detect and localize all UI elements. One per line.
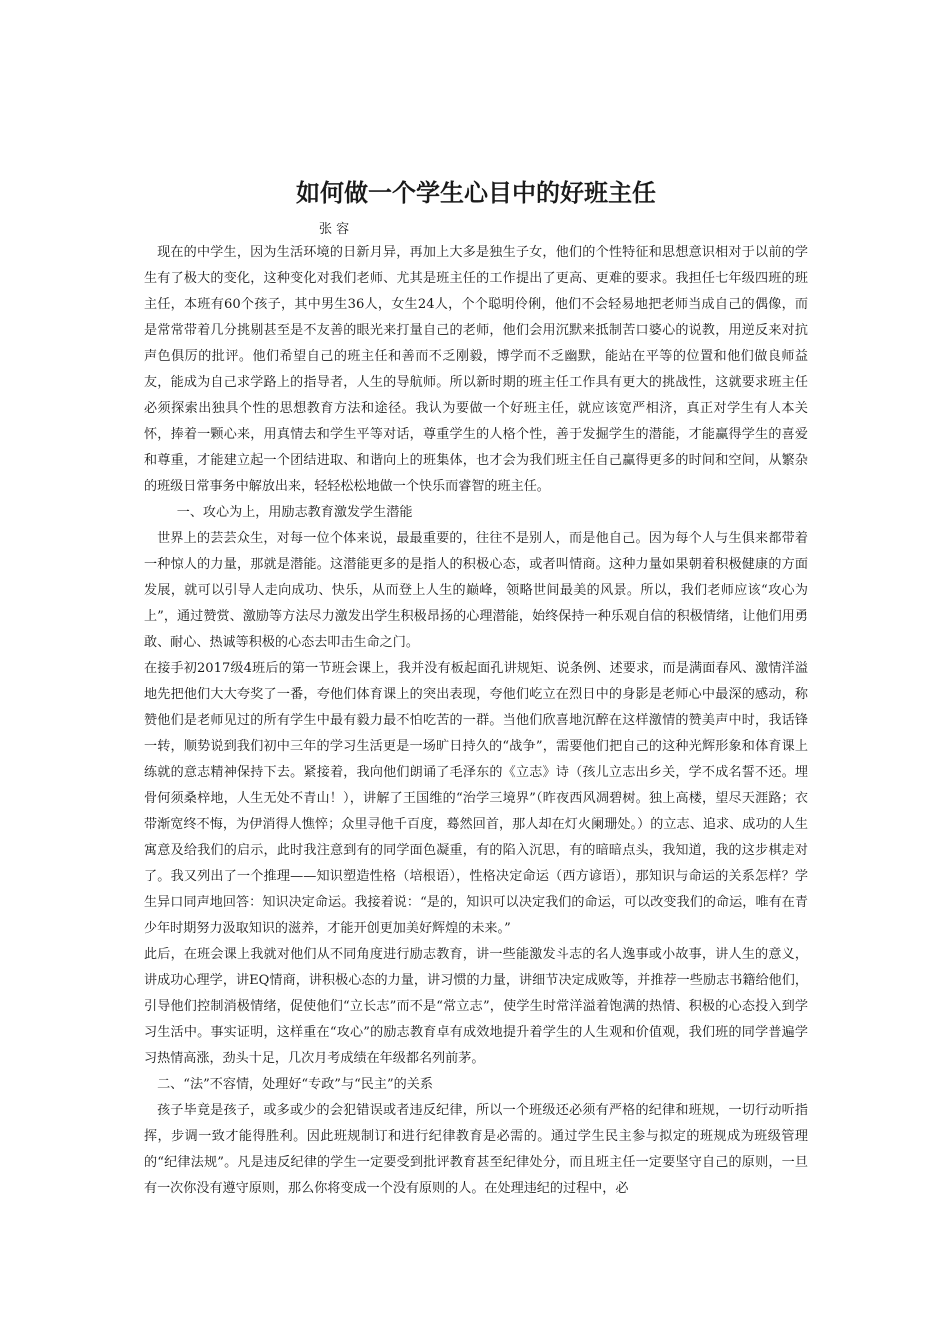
paragraph-motivation: 此后，在班会课上我就对他们从不同角度进行励志教育，讲一些能激发斗志的名人逸事或小故事，讲人生的意义，讲成功心理学，讲EQ情商，讲积极心态的力量，讲习惯的力量，讲细节决定成败等，并推荐一些励志书籍给他们，引导他们控制消极情绪，促使他们“立长志”而不是“常立志”，使学生时常洋溢着饱满的热情、积极的心态投入到学习生活中。事实证明，这样重在“攻心”的励志教育卓有成效地提升着学生的人生观和价值观，我们班的同学普遍学习热情高涨，劲头十足，几次月考成绩在年级都名列前茅。 [144,947,808,1066]
paragraph-discipline: 孩子毕竟是孩子，或多或少的会犯错误或者违反纪律，所以一个班级还必须有严格的纪律和班规，一切行动听指挥，步调一致才能得胜利。因此班规制订和进行纪律教育是必需的。通过学生民主参与拟定的班规成为班级管理的“纪律法规”。凡是违反纪律的学生一定要受到批评教育甚至纪律处分，而且班主任一定要坚守自己的原则，一旦有一次你没有遵守原则，那么你将变成一个没有原则的人。在处理违纪的过程中，必 [144,1103,808,1196]
paragraph-potential: 世界上的芸芸众生，对每一位个体来说，最最重要的，往往不是别人，而是他自己。因为每个人与生俱来都带着一种惊人的力量，那就是潜能。这潜能更多的是指人的积极心态，或者叫情商。这种力量如果朝着积极健康的方面发展，就可以引导人走向成功、快乐，从而登上人生的巅峰，领略世间最美的风景。所以，我们老师应该“攻心为上”，通过赞赏、激励等方法尽力激发出学生积极昂扬的心理潜能，始终保持一种乐观自信的积极情绪，让他们用勇敢、耐心、热诚等积极的心态去叩击生命之门。 [144,531,808,650]
document-title: 如何做一个学生心目中的好班主任 [296,179,656,207]
paragraph-class-meeting: 在接手初2017级4班后的第一节班会课上，我并没有板起面孔讲规矩、说条例、述要求，而是满面春风、激情洋溢地先把他们大大夸奖了一番，夸他们体育课上的突出表现，夸他们屹立在烈日中的身影是老师心中最深的感动，称赞他们是老师见过的所有学生中最有毅力最不怕吃苦的一群。当他们欣喜地沉醉在这样激情的赞美声中时，我话锋一转，顺势说到我们初中三年的学习生活更是一场旷日持久的“战争”，需要他们把自己的这种光辉形象和体育课上练就的意志精神保持下去。紧接着，我向他们朗诵了毛泽东的《立志》诗（孩儿立志出乡关，学不成名誓不还。埋骨何须桑梓地，人生无处不青山！），讲解了王国维的“治学三境界”（昨夜西风凋碧树。独上高楼，望尽天涯路；衣带渐宽终不悔，为伊消得人憔悴；众里寻他千百度，蓦然回首，那人却在灯火阑珊处。）的立志、追求、成功的人生寓意及给我们的启示，此时我注意到有的同学面色凝重，有的陷入沉思，有的暗暗点头，我知道，我的这步棋走对了。我又列出了一个推理——知识塑造性格（培根语），性格决定命运（西方谚语），那知识与命运的关系怎样？学生异口同声地回答：知识决定命运。我接着说：“是的，知识可以决定我们的命运，可以改变我们的命运，唯有在青少年时期努力汲取知识的滋养，才能开创更加美好辉煌的未来。” [144,661,808,936]
section-heading-2: 二、“法”不容情，处理好“专政”与“民主”的关系 [157,1077,433,1092]
author-name: 张 容 [319,222,350,237]
section-heading-1: 一、攻心为上，用励志教育激发学生潜能 [176,505,413,520]
paragraph-intro: 现在的中学生，因为生活环境的日新月异，再加上大多是独生子女，他们的个性特征和思想意识相对于以前的学生有了极大的变化，这种变化对我们老师、尤其是班主任的工作提出了更高、更难的要求。我担任七年级四班的班主任，本班有60个孩子，其中男生36人，女生24人，个个聪明伶俐，他们不会轻易地把老师当成自己的偶像，而是常常带着几分挑剔甚至是不友善的眼光来打量自己的老师，他们会用沉默来抵制苦口婆心的说教，用逆反来对抗声色俱厉的批评。他们希望自己的班主任和善而不乏刚毅，博学而不乏幽默，能站在平等的位置和他们做良师益友，能成为自己求学路上的指导者，人生的导航师。所以新时期的班主任工作具有更大的挑战性，这就要求班主任必须探索出独具个性的思想教育方法和途径。我认为要做一个好班主任，就应该宽严相济，真正对学生有人本关怀，捧着一颗心来，用真情去和学生平等对话，尊重学生的人格个性，善于发掘学生的潜能，才能赢得学生的喜爱和尊重，才能建立起一个团结进取、和谐向上的班集体，也才会为我们班主任自己赢得更多的时间和空间，从繁杂的班级日常事务中解放出来，轻轻松松地做一个快乐而睿智的班主任。 [144,245,808,494]
document-body [144,176,808,1202]
